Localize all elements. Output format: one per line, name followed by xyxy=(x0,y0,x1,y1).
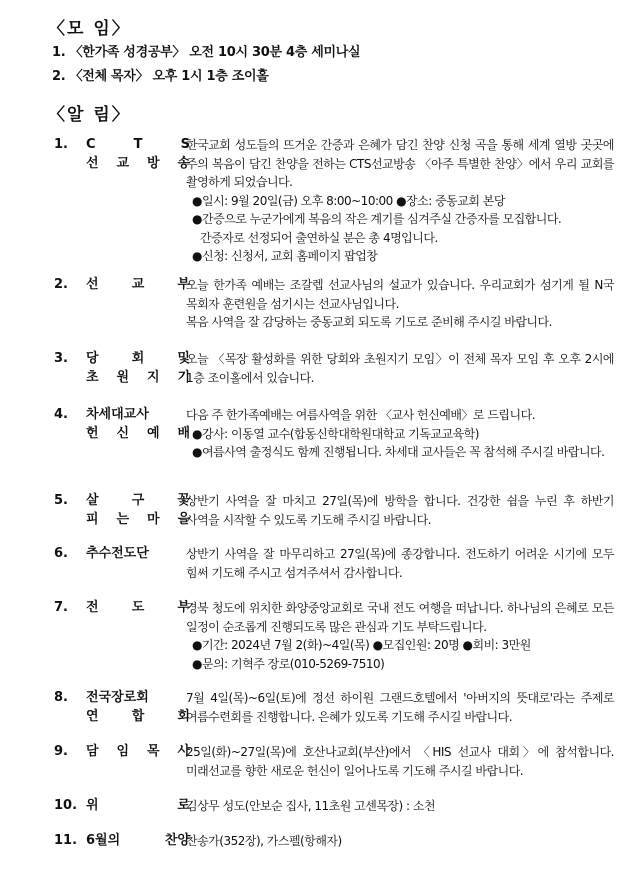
notice-bullet: ●기간: 2024년 7월 2(화)~4일(목) ●모집인원: 20명 ●회비: 3만원 xyxy=(192,638,531,652)
meeting-section-title: 〈모 임〉 xyxy=(48,19,131,39)
notice-text: 경북 청도에 위치한 화양중앙교회로 국내 전도 여행을 떠납니다. 하나님의 은혜로 모든 일정이 순조롭게 진행되도록 많은 관심과 기도 부탁드립니다. xyxy=(186,601,614,634)
notice-text: 7월 4일(목)~6일(토)에 정선 하이원 그랜드호텔에서 '아버지의 뜻대로'라는 주제로 여름수련회를 진행합니다. 은혜가 있도록 기도해 주시길 바랍니다. xyxy=(186,691,614,724)
notice-label xyxy=(86,689,190,726)
notice-body xyxy=(186,276,614,332)
notice-text: 복음 사역을 잘 감당하는 중동교회 되도록 기도로 준비해 주시길 바랍니다. xyxy=(186,315,552,329)
notice-label-line: 당 회 및 xyxy=(86,351,190,366)
notice-label xyxy=(86,832,190,851)
notice-body xyxy=(186,832,614,851)
notice-label xyxy=(86,492,190,529)
notices-section-title: 〈알 림〉 xyxy=(48,105,131,125)
notice-text: 간증자로 선정되어 출연하실 분은 총 4명입니다. xyxy=(200,230,438,245)
notice-bullet: ●일시: 9월 20일(금) 오후 8:00~10:00 ●장소: 중동교회 본당 xyxy=(192,193,505,208)
notice-body xyxy=(186,350,614,387)
notice-text: 상반기 사역을 잘 마무리하고 27일(목)에 종강합니다. 전도하기 어려운 시기에 모두 힘써 기도해 주시고 섬겨주셔서 감사합니다. xyxy=(186,547,614,580)
notice-text: 상반기 사역을 잘 마치고 27일(목)에 방학을 합니다. 건강한 쉼을 누린 후 하반기 사역을 시작할 수 있도록 기도해 주시길 바랍니다. xyxy=(186,494,614,527)
notice-number: 2. xyxy=(54,277,68,292)
notice-number: 8. xyxy=(54,690,68,705)
meeting-line-2: 2. 〈전체 목자〉 오후 1시 1층 조이홀 xyxy=(52,69,269,84)
notice-label xyxy=(86,136,190,173)
notice-text: 한국교회 성도들의 뜨거운 간증과 은혜가 담긴 찬양 신청 곡을 통해 세계 열방 곳곳에 주의 복음이 담긴 찬양을 전하는 CTS선교방송 〈아주 특별한 찬양〉에서 우리 교회를 촬영하게 되었습니다. xyxy=(186,138,614,189)
notice-label xyxy=(86,797,190,816)
notice-text: 다음 주 한가족예배는 여름사역을 위한 〈교사 헌신예배〉로 드립니다. xyxy=(186,408,536,422)
notice-label xyxy=(86,350,190,387)
notice-label-line: C T S xyxy=(86,137,190,152)
notice-text: 오늘 〈목장 활성화를 위한 당회와 초원지기 모임〉이 전체 목자 모임 후 오후 2시에 1층 조이홀에서 있습니다. xyxy=(186,352,614,385)
notice-label-line: 추수전도단 xyxy=(86,546,149,561)
notice-body xyxy=(186,689,614,726)
notice-number: 3. xyxy=(54,351,68,366)
notice-label xyxy=(86,743,190,762)
notice-body xyxy=(186,406,614,462)
notice-label-line: 살 구 꽃 xyxy=(86,493,190,508)
notice-bullet: ●여름사역 출정식도 함께 진행됩니다. 차세대 교사들은 꼭 참석해 주시길 바랍니다. xyxy=(192,445,605,459)
notice-text: 찬송가(352장), 가스펠(항해자) xyxy=(186,834,342,848)
notice-body xyxy=(186,797,614,816)
notice-label-line: 헌 신 예 배 xyxy=(86,425,190,441)
notice-label-line: 차세대교사 xyxy=(86,407,149,422)
notice-number: 9. xyxy=(54,744,68,759)
notice-label-line: 연 합 회 xyxy=(86,708,190,724)
notice-number: 6. xyxy=(54,546,68,561)
notice-bullet: ●강사: 이동열 교수(합동신학대학원대학교 기독교교육학) xyxy=(192,426,479,441)
notice-label xyxy=(86,545,190,564)
notice-body xyxy=(186,743,614,780)
notice-body xyxy=(186,492,614,529)
notice-label xyxy=(86,276,190,295)
notice-label-line: 선 교 부 xyxy=(86,277,190,292)
notice-number: 7. xyxy=(54,600,68,615)
notice-label-line: 전국장로회 xyxy=(86,690,149,705)
notice-label-line: 6월의 찬양 xyxy=(86,833,190,848)
notice-number: 1. xyxy=(54,137,68,152)
notice-number: 5. xyxy=(54,493,68,508)
notice-body xyxy=(186,136,614,266)
notice-bullet: ●간증으로 누군가에게 복음의 작은 계기를 심겨주실 간증자를 모집합니다. xyxy=(192,212,562,226)
notice-label-line: 초 원 지 기 xyxy=(86,369,190,385)
notice-label-line: 피 는 마 을 xyxy=(86,511,190,527)
meeting-line-1: 1. 〈한가족 성경공부〉 오전 10시 30분 4층 세미나실 xyxy=(52,45,361,60)
notice-bullet: ●문의: 기혁주 장로(010-5269-7510) xyxy=(192,656,385,671)
notice-body xyxy=(186,599,614,673)
notice-bullet: ●신청: 신청서, 교회 홈페이지 팝업창 xyxy=(192,249,378,263)
notice-label-line: 선 교 방 송 xyxy=(86,155,190,171)
notice-body xyxy=(186,545,614,582)
notice-label-line: 담 임 목 사 xyxy=(86,744,190,759)
notice-text: 오늘 한가족 예배는 조갈렙 선교사님의 설교가 있습니다. 우리교회가 섬기게 될 N국 목회자 훈련원을 섬기시는 선교사님입니다. xyxy=(186,278,614,311)
notice-number: 10. xyxy=(54,798,78,813)
notice-label-line: 위 로 xyxy=(86,798,190,813)
notice-number: 11. xyxy=(54,833,78,848)
notice-label xyxy=(86,406,190,443)
notice-label xyxy=(86,599,190,618)
notice-text: 25일(화)~27일(목)에 호산나교회(부산)에서 〈HIS 선교사 대회〉에 참석합니다. 미래선교를 향한 새로운 헌신이 일어나도록 기도해 주시길 바랍니다. xyxy=(186,745,614,778)
notice-text: 김상무 성도(안보순 집사, 11초원 고센목장) : 소천 xyxy=(186,799,436,813)
notice-label-line: 전 도 부 xyxy=(86,600,190,615)
notice-number: 4. xyxy=(54,407,68,422)
